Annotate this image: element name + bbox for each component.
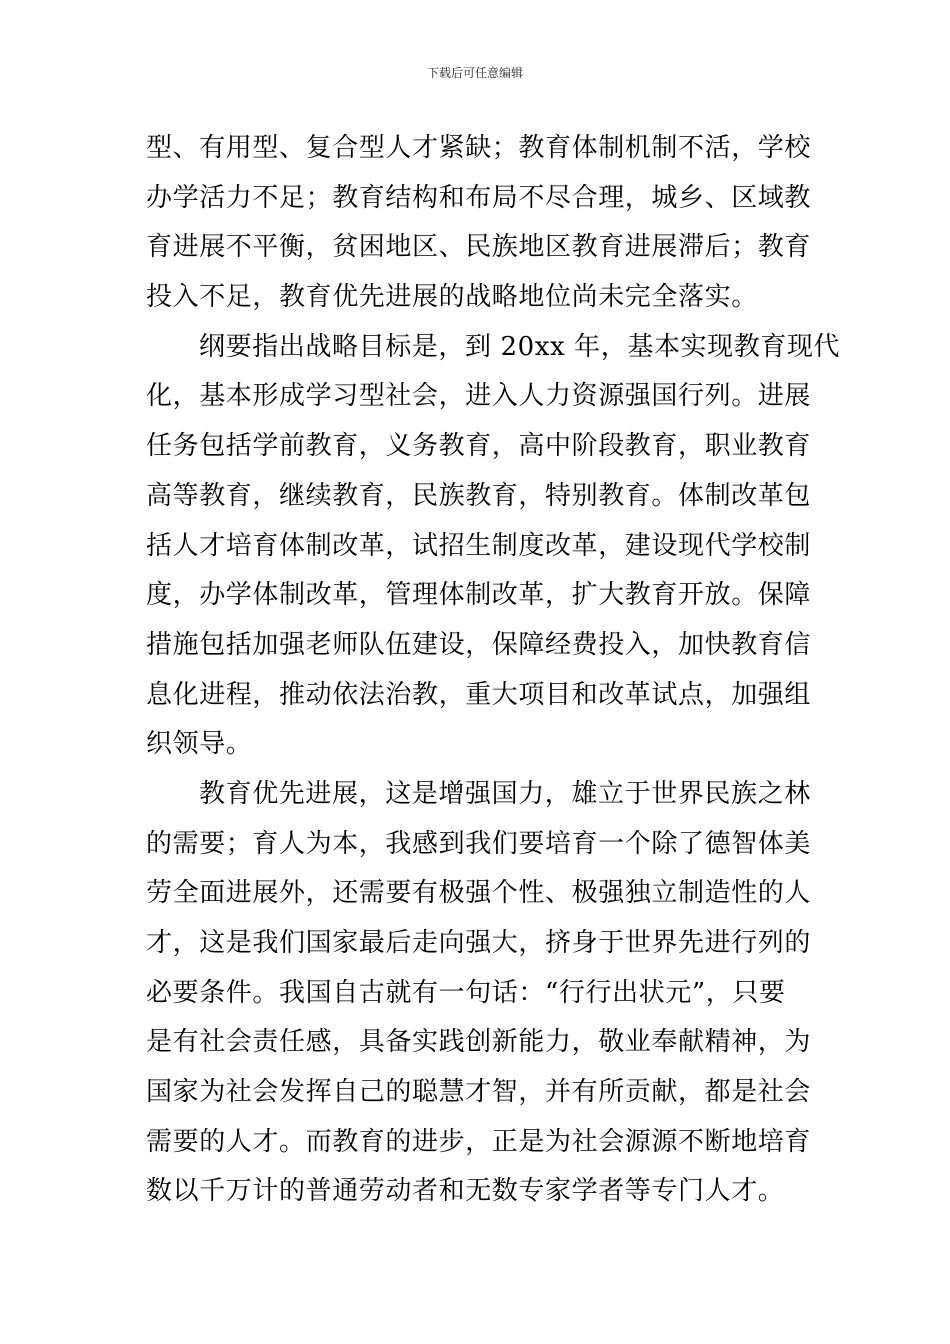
text-line: 育进展不平衡，贫困地区、民族地区教育进展滞后；教育 <box>146 232 812 263</box>
text-line: 国家为社会发挥自己的聪慧才智，并有所贡献，都是社会 <box>146 1077 812 1108</box>
text-line: 必要条件。我国自古就有一句话：“行行出状元”，只要 <box>146 977 786 1008</box>
text-line: 需要的人才。而教育的进步，正是为社会源源不断地培育 <box>146 1126 812 1157</box>
text-line: 数以千万计的普通劳动者和无数专家学者等专门人才。 <box>146 1176 785 1207</box>
text-line: 投入不足，教育优先进展的战略地位尚未完全落实。 <box>146 282 758 313</box>
text-line: 度，办学体制改革，管理体制改革，扩大教育开放。保障 <box>146 580 812 611</box>
text-line: 化，基本形成学习型社会，进入人力资源强国行列。进展 <box>146 381 812 412</box>
paragraph-first-line: 教育优先进展，这是增强国力，雄立于世界民族之林 <box>199 778 811 809</box>
text-line: 措施包括加强老师队伍建设，保障经费投入，加快教育信 <box>146 629 812 660</box>
text-line: 是有社会责任感，具备实践创新能力，敬业奉献精神，为 <box>146 1027 812 1058</box>
page-header: 下载后可任意编辑 <box>426 66 523 80</box>
text-line: 办学活力不足；教育结构和布局不尽合理，城乡、区域教 <box>146 182 812 213</box>
text-line: 息化进程，推动依法治教，重大项目和改革试点，加强组 <box>146 679 812 710</box>
text-line: 织领导。 <box>146 729 253 760</box>
text-line: 括人才培育体制改革，试招生制度改革，建设现代学校制 <box>146 530 812 561</box>
paragraph-first-line: 纲要指出战略目标是，到 20xx 年，基本实现教育现代 <box>199 331 841 362</box>
text-line: 任务包括学前教育，义务教育，高中阶段教育，职业教育 <box>146 431 812 462</box>
text-line: 型、有用型、复合型人才紧缺；教育体制机制不活，学校 <box>146 133 812 163</box>
text-line: 才，这是我们国家最后走向强大，挤身于世界先进行列的 <box>146 928 812 958</box>
text-line: 高等教育，继续教育，民族教育，特别教育。体制改革包 <box>146 480 812 511</box>
text-line: 的需要；育人为本，我感到我们要培育一个除了德智体美 <box>146 828 812 859</box>
text-line: 劳全面进展外，还需要有极强个性、极强独立制造性的人 <box>146 878 812 909</box>
document-body <box>146 124 841 1217</box>
